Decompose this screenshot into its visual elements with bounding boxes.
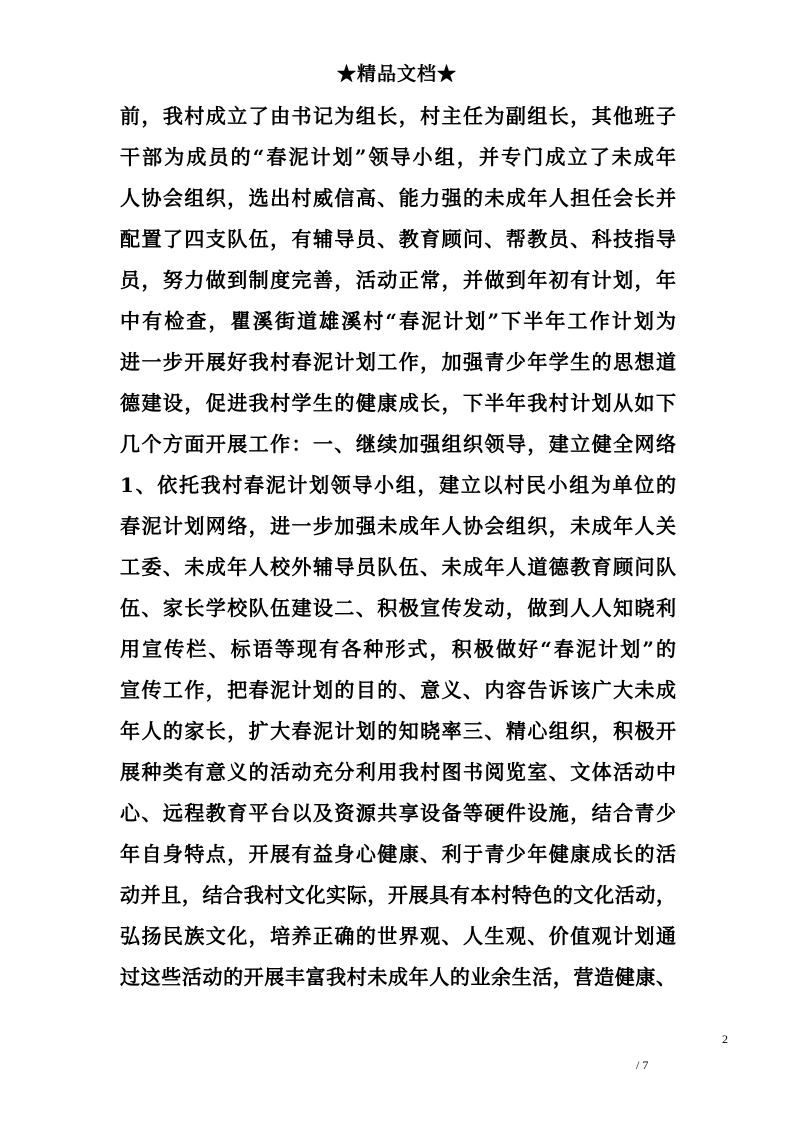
text-line: 德建设，促进我村学生的健康成长，下半年我村计划从如下 xyxy=(120,391,676,415)
text-line: 人协会组织，选出村威信高、能力强的未成年人担任会长并 xyxy=(120,186,676,210)
text-line: 春泥计划网络，进一步加强未成年人协会组织，未成年人关 xyxy=(120,514,676,538)
text-line: 过这些活动的开展丰富我村未成年人的业余生活，营造健康、 xyxy=(120,965,676,989)
text-line: 动并且，结合我村文化实际，开展具有本村特色的文化活动， xyxy=(120,883,676,907)
text-line: 年人的家长，扩大春泥计划的知晓率三、精心组织，积极开 xyxy=(120,719,676,743)
text-line: 前，我村成立了由书记为组长，村主任为副组长，其他班子 xyxy=(120,104,676,128)
text-line: 工委、未成年人校外辅导员队伍、未成年人道德教育顾问队 xyxy=(120,555,676,579)
text-line: 配置了四支队伍，有辅导员、教育顾问、帮教员、科技指导 xyxy=(120,227,676,251)
page-total: / 7 xyxy=(636,1058,649,1072)
text-line: 进一步开展好我村春泥计划工作，加强青少年学生的思想道 xyxy=(120,350,676,374)
document-body xyxy=(120,96,676,998)
text-line: 中有检查，瞿溪街道雄溪村“春泥计划”下半年工作计划为 xyxy=(120,309,676,333)
text-line: 员，努力做到制度完善，活动正常，并做到年初有计划，年 xyxy=(120,268,676,292)
text-line: 宣传工作，把春泥计划的目的、意义、内容告诉该广大未成 xyxy=(120,678,676,702)
document-header: ★精品文档★ xyxy=(336,63,457,85)
text-line: 展种类有意义的活动充分利用我村图书阅览室、文体活动中 xyxy=(120,760,676,784)
text-line: 年自身特点，开展有益身心健康、利于青少年健康成长的活 xyxy=(120,842,676,866)
text-line: 用宣传栏、标语等现有各种形式，积极做好“春泥计划”的 xyxy=(120,637,676,661)
text-line: 心、远程教育平台以及资源共享设备等硬件设施，结合青少 xyxy=(120,801,676,825)
text-line: 几个方面开展工作：一、继续加强组织领导，建立健全网络 xyxy=(120,432,676,456)
text-line: 伍、家长学校队伍建设二、积极宣传发动，做到人人知晓利 xyxy=(120,596,676,620)
text-line: 干部为成员的“春泥计划”领导小组，并专门成立了未成年 xyxy=(120,145,676,169)
page-number: 2 xyxy=(722,1032,728,1046)
text-line: 弘扬民族文化，培养正确的世界观、人生观、价值观计划通 xyxy=(120,924,676,948)
text-line: 1、依托我村春泥计划领导小组，建立以村民小组为单位的 xyxy=(120,473,676,497)
